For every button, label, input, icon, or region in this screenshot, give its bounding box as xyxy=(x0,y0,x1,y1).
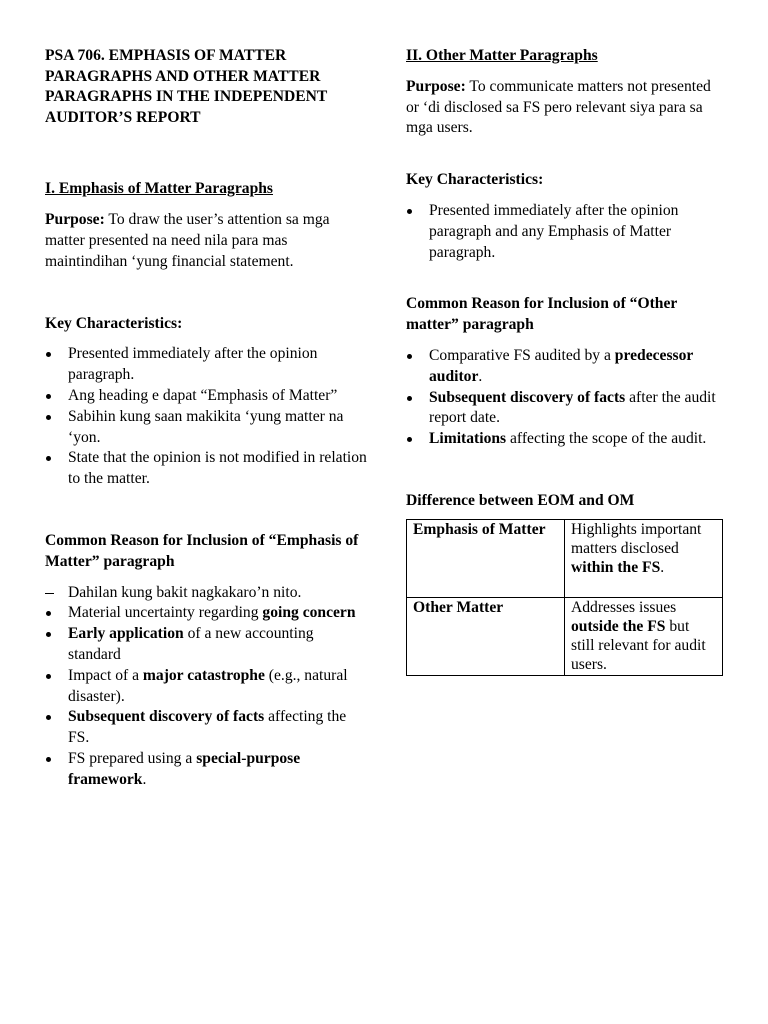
list-item: Limitations affecting the scope of the audit. xyxy=(429,430,707,448)
table-cell-term: Other Matter xyxy=(407,597,565,675)
difference-heading: Difference between EOM and OM xyxy=(406,491,635,509)
right-column xyxy=(406,46,726,676)
list-item: FS prepared using a special-purpose framework. xyxy=(68,749,301,788)
table-row xyxy=(407,519,723,597)
eom-purpose xyxy=(45,210,367,272)
list-item: Comparative FS audited by a predecessor auditor. xyxy=(429,346,694,385)
list-item: Impact of a major catastrophe (e.g., natural disaster). xyxy=(68,666,348,705)
om-key-characteristics-heading: Key Characteristics: xyxy=(406,171,544,189)
list-item: Sabihin kung saan makikita ‘yung matter na ‘yon. xyxy=(68,407,344,446)
om-common-reason-heading: Common Reason for Inclusion of “Other matter” paragraph xyxy=(406,295,678,334)
om-purpose xyxy=(406,77,726,139)
left-column xyxy=(45,46,367,791)
eom-key-characteristics-heading: Key Characteristics: xyxy=(45,314,183,332)
list-item: Presented immediately after the opinion paragraph. xyxy=(68,345,318,384)
section-heading-emphasis-of-matter: I. Emphasis of Matter Paragraphs xyxy=(45,180,273,198)
table-cell-term: Emphasis of Matter xyxy=(407,519,565,597)
eom-common-reason-list xyxy=(45,583,367,791)
section-heading-other-matter: II. Other Matter Paragraphs xyxy=(406,47,598,64)
list-item: Material uncertainty regarding going concern xyxy=(68,604,356,622)
om-key-characteristics-list xyxy=(406,201,726,263)
eom-purpose-text: To draw the user’s attention sa mga matter presented na need nila para mas maintindihan ‘yung financial statement. xyxy=(45,211,330,270)
eom-purpose-label: Purpose: xyxy=(45,211,105,229)
list-item: Subsequent discovery of facts after the audit report date. xyxy=(429,388,716,427)
list-item: Ang heading e dapat “Emphasis of Matter” xyxy=(68,386,338,404)
eom-common-reason-heading: Common Reason for Inclusion of “Emphasis of Matter” paragraph xyxy=(45,531,359,570)
list-item: Presented immediately after the opinion paragraph and any Emphasis of Matter paragraph. xyxy=(429,201,679,261)
eom-key-characteristics-list xyxy=(45,344,367,490)
om-purpose-text: To communicate matters not presented or ‘di disclosed sa FS pero relevant siya para sa mga users. xyxy=(406,77,711,137)
list-item: Early application of a new accounting standard xyxy=(68,625,314,663)
table-cell-description: Highlights important matters disclosed within the FS. xyxy=(565,519,723,597)
list-item: Subsequent discovery of facts affecting the FS. xyxy=(68,708,347,747)
list-item: Dahilan kung bakit nagkakaro’n nito. xyxy=(68,583,302,601)
list-item: State that the opinion is not modified in relation to the matter. xyxy=(68,449,367,488)
table-row xyxy=(407,597,723,675)
table-cell-description: Addresses issues outside the FS but still relevant for audit users. xyxy=(565,597,723,675)
om-common-reason-list xyxy=(406,346,726,450)
document-title: PSA 706. EMPHASIS OF MATTER PARAGRAPHS AND OTHER MATTER PARAGRAPHS IN THE INDEPENDENT AUDITOR’S REPORT xyxy=(45,47,328,126)
om-purpose-label: Purpose: xyxy=(406,77,466,95)
difference-table xyxy=(406,519,723,676)
